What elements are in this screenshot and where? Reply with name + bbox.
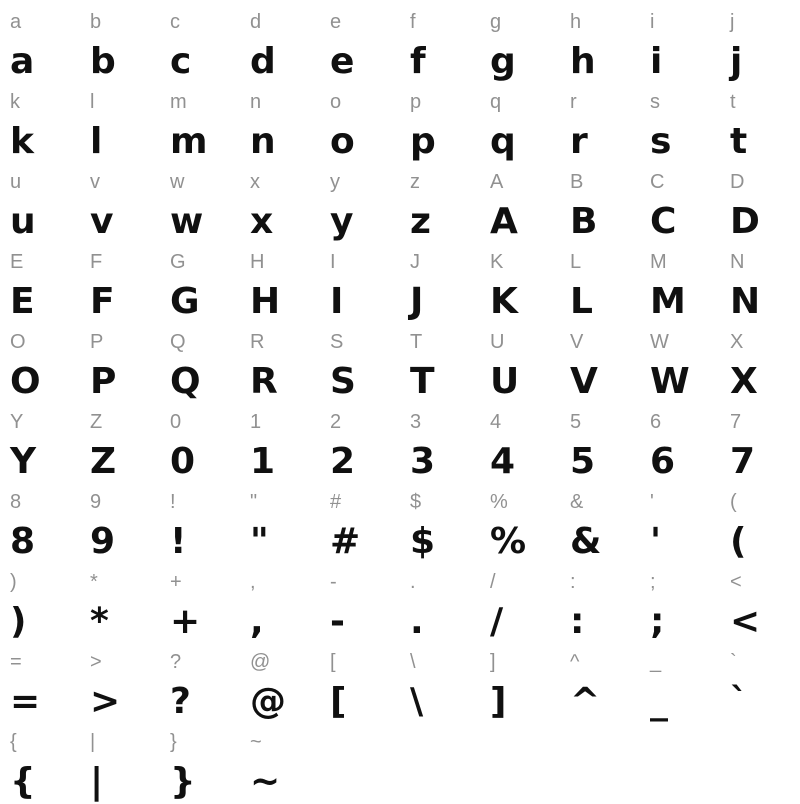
character-glyph: U [490, 361, 519, 402]
character-cell [80, 640, 160, 720]
character-row [0, 160, 800, 240]
character-label: o [330, 91, 342, 113]
character-label: " [250, 491, 258, 513]
character-cell [720, 240, 800, 320]
character-row [0, 400, 800, 480]
character-label: x [250, 171, 260, 193]
character-label: 8 [10, 491, 22, 513]
character-cell [320, 320, 400, 400]
character-cell [560, 320, 640, 400]
character-cell [160, 80, 240, 160]
character-glyph: , [250, 601, 264, 642]
character-label: W [650, 331, 669, 353]
character-glyph: ) [10, 601, 26, 642]
character-row [0, 320, 800, 400]
character-cell [640, 240, 720, 320]
character-label: f [410, 11, 416, 33]
character-glyph: 1 [250, 441, 275, 482]
character-glyph: ( [730, 521, 746, 562]
character-cell [160, 0, 240, 80]
character-label: s [650, 91, 660, 113]
character-cell [0, 320, 80, 400]
character-label: / [490, 571, 496, 593]
character-cell [240, 160, 320, 240]
character-label: , [250, 571, 256, 593]
character-glyph: G [170, 281, 200, 322]
character-glyph: ! [170, 521, 186, 562]
character-cell [560, 0, 640, 80]
character-glyph: V [570, 361, 598, 402]
character-cell [640, 80, 720, 160]
character-label: R [250, 331, 265, 353]
character-glyph: # [330, 521, 360, 562]
character-label: k [10, 91, 20, 113]
character-glyph: R [250, 361, 278, 402]
character-row [0, 640, 800, 720]
character-glyph: * [90, 601, 109, 642]
character-label: U [490, 331, 505, 353]
character-label: j [730, 11, 735, 33]
character-label: z [410, 171, 420, 193]
character-cell [720, 160, 800, 240]
character-label: < [730, 571, 742, 593]
character-cell [400, 0, 480, 80]
character-label: P [90, 331, 104, 353]
character-cell [240, 320, 320, 400]
character-row [0, 240, 800, 320]
character-cell [480, 240, 560, 320]
character-glyph: c [170, 41, 191, 82]
character-cell [240, 480, 320, 560]
character-cell [80, 560, 160, 640]
character-label: E [10, 251, 24, 273]
character-cell [240, 720, 320, 800]
character-label: } [170, 731, 177, 753]
character-label: O [10, 331, 26, 353]
character-label: t [730, 91, 736, 113]
character-glyph: | [90, 761, 103, 802]
character-label: \ [410, 651, 416, 673]
character-label: H [250, 251, 265, 273]
character-glyph: / [490, 601, 503, 642]
character-glyph: S [330, 361, 356, 402]
character-glyph: ^ [570, 681, 600, 722]
character-glyph: K [490, 281, 518, 322]
character-glyph: H [250, 281, 280, 322]
character-glyph: t [730, 121, 747, 162]
character-glyph: ~ [250, 761, 280, 802]
character-label: g [490, 11, 502, 33]
character-row [0, 0, 800, 80]
character-cell [240, 560, 320, 640]
character-label: D [730, 171, 745, 193]
character-glyph: a [10, 41, 34, 82]
character-cell [80, 720, 160, 800]
character-cell [640, 560, 720, 640]
character-label: C [650, 171, 665, 193]
character-glyph: % [490, 521, 526, 562]
character-glyph: n [250, 121, 276, 162]
character-label: % [490, 491, 508, 513]
character-cell [640, 160, 720, 240]
character-glyph: ' [650, 521, 661, 562]
character-label: a [10, 11, 22, 33]
character-cell [720, 0, 800, 80]
character-label: S [330, 331, 344, 353]
character-cell [480, 320, 560, 400]
character-label: $ [410, 491, 422, 513]
character-glyph: - [330, 601, 345, 642]
character-cell [400, 320, 480, 400]
character-label: ( [730, 491, 737, 513]
character-label: 4 [490, 411, 502, 433]
character-cell [320, 240, 400, 320]
character-glyph: k [10, 121, 34, 162]
character-cell [400, 80, 480, 160]
character-glyph: g [490, 41, 516, 82]
character-label: Z [90, 411, 103, 433]
character-cell [80, 480, 160, 560]
character-label: Q [170, 331, 186, 353]
character-cell [0, 80, 80, 160]
character-label: h [570, 11, 582, 33]
character-glyph: . [410, 601, 424, 642]
character-glyph: y [330, 201, 353, 242]
character-label: 0 [170, 411, 182, 433]
character-cell [80, 160, 160, 240]
character-glyph: ] [490, 681, 506, 722]
character-label: | [90, 731, 96, 753]
character-cell [720, 320, 800, 400]
character-glyph: B [570, 201, 597, 242]
character-row [0, 720, 800, 800]
character-label: # [330, 491, 342, 513]
character-label: : [570, 571, 576, 593]
character-glyph: z [410, 201, 431, 242]
character-glyph: ; [650, 601, 664, 642]
character-cell [720, 560, 800, 640]
character-cell [640, 320, 720, 400]
character-glyph: j [730, 41, 742, 82]
character-cell [720, 400, 800, 480]
character-glyph: s [650, 121, 671, 162]
character-glyph: I [330, 281, 343, 322]
character-cell [0, 640, 80, 720]
character-cell [320, 560, 400, 640]
character-cell [240, 400, 320, 480]
character-glyph: q [490, 121, 516, 162]
character-glyph: < [730, 601, 760, 642]
character-cell [400, 400, 480, 480]
character-label: I [330, 251, 336, 273]
character-glyph: b [90, 41, 116, 82]
character-label: K [490, 251, 504, 273]
character-glyph: " [250, 521, 269, 562]
character-label: c [170, 11, 180, 33]
character-cell [720, 80, 800, 160]
character-label: * [90, 571, 98, 593]
character-glyph: d [250, 41, 276, 82]
character-glyph: O [10, 361, 41, 402]
character-cell [480, 400, 560, 480]
character-cell [160, 320, 240, 400]
character-cell [80, 240, 160, 320]
character-label: F [90, 251, 103, 273]
character-cell [400, 640, 480, 720]
character-label: M [650, 251, 667, 273]
character-cell [320, 80, 400, 160]
character-glyph: + [170, 601, 200, 642]
character-glyph: _ [650, 681, 668, 722]
character-glyph: r [570, 121, 588, 162]
character-cell [0, 400, 80, 480]
character-cell [560, 640, 640, 720]
character-cell [480, 640, 560, 720]
character-glyph: i [650, 41, 662, 82]
character-glyph: h [570, 41, 596, 82]
character-label: V [570, 331, 584, 353]
character-glyph: ` [730, 681, 748, 722]
character-cell [320, 0, 400, 80]
character-row [0, 560, 800, 640]
character-row [0, 480, 800, 560]
character-cell [320, 400, 400, 480]
character-cell [720, 480, 800, 560]
character-label: e [330, 11, 342, 33]
character-cell [560, 160, 640, 240]
character-glyph: 3 [410, 441, 435, 482]
character-cell [0, 240, 80, 320]
character-label: b [90, 11, 102, 33]
character-cell [240, 0, 320, 80]
character-cell [80, 400, 160, 480]
character-cell [0, 560, 80, 640]
character-cell [720, 640, 800, 720]
character-label: L [570, 251, 582, 273]
character-cell [160, 560, 240, 640]
character-glyph: } [170, 761, 196, 802]
character-label: 2 [330, 411, 342, 433]
character-cell [560, 400, 640, 480]
character-label: ` [730, 651, 737, 673]
character-cell [0, 720, 80, 800]
character-label: Y [10, 411, 24, 433]
character-cell [560, 560, 640, 640]
character-glyph: \ [410, 681, 423, 722]
character-cell [560, 240, 640, 320]
character-glyph: 5 [570, 441, 595, 482]
character-label: m [170, 91, 187, 113]
character-cell [480, 160, 560, 240]
character-label: u [10, 171, 22, 193]
character-cell [160, 240, 240, 320]
character-glyph: X [730, 361, 758, 402]
character-label: 3 [410, 411, 422, 433]
character-label: d [250, 11, 262, 33]
character-glyph: 9 [90, 521, 115, 562]
character-glyph: { [10, 761, 36, 802]
character-glyph: l [90, 121, 102, 162]
character-glyph: L [570, 281, 593, 322]
character-label: l [90, 91, 95, 113]
character-glyph: C [650, 201, 676, 242]
character-label: [ [330, 651, 336, 673]
character-glyph: e [330, 41, 354, 82]
character-glyph: w [170, 201, 203, 242]
character-glyph: E [10, 281, 35, 322]
character-label: n [250, 91, 262, 113]
character-label: p [410, 91, 422, 113]
character-glyph: P [90, 361, 116, 402]
character-label: 1 [250, 411, 262, 433]
character-label: y [330, 171, 340, 193]
character-glyph: o [330, 121, 355, 162]
character-label: 9 [90, 491, 102, 513]
character-glyph: D [730, 201, 760, 242]
character-label: - [330, 571, 337, 593]
character-label: ) [10, 571, 17, 593]
character-cell [400, 160, 480, 240]
character-cell [160, 400, 240, 480]
character-label: q [490, 91, 502, 113]
character-label: = [10, 651, 22, 673]
character-cell [480, 560, 560, 640]
character-label: ; [650, 571, 656, 593]
character-cell [560, 480, 640, 560]
character-glyph: ? [170, 681, 191, 722]
character-cell [560, 80, 640, 160]
character-glyph: 7 [730, 441, 755, 482]
character-cell [160, 160, 240, 240]
character-glyph: F [90, 281, 115, 322]
character-cell [240, 240, 320, 320]
character-label: A [490, 171, 504, 193]
character-cell [160, 720, 240, 800]
character-glyph: m [170, 121, 208, 162]
character-glyph: & [570, 521, 601, 562]
character-cell [80, 320, 160, 400]
character-label: ' [650, 491, 654, 513]
character-label: . [410, 571, 416, 593]
character-label: i [650, 11, 655, 33]
character-glyph: 2 [330, 441, 355, 482]
character-cell [80, 80, 160, 160]
character-label: { [10, 731, 17, 753]
character-glyph: W [650, 361, 690, 402]
character-label: ] [490, 651, 496, 673]
character-label: ^ [570, 651, 580, 673]
character-label: X [730, 331, 744, 353]
character-cell [0, 480, 80, 560]
character-glyph: > [90, 681, 120, 722]
character-label: 7 [730, 411, 742, 433]
character-label: ! [170, 491, 176, 513]
character-cell [640, 0, 720, 80]
character-row [0, 80, 800, 160]
character-glyph: $ [410, 521, 435, 562]
character-cell [240, 640, 320, 720]
character-label: 6 [650, 411, 662, 433]
character-label: + [170, 571, 182, 593]
character-glyph: Z [90, 441, 116, 482]
character-glyph: @ [250, 681, 286, 722]
character-glyph: x [250, 201, 273, 242]
character-cell [480, 0, 560, 80]
character-label: & [570, 491, 584, 513]
character-label: B [570, 171, 584, 193]
character-glyph: 8 [10, 521, 35, 562]
character-glyph: : [570, 601, 584, 642]
character-glyph: Q [170, 361, 201, 402]
character-glyph: v [90, 201, 113, 242]
character-cell [480, 480, 560, 560]
character-glyph: 0 [170, 441, 195, 482]
character-glyph: A [490, 201, 518, 242]
character-cell [0, 160, 80, 240]
character-cell [640, 640, 720, 720]
character-cell [240, 80, 320, 160]
character-cell [400, 240, 480, 320]
character-cell [320, 160, 400, 240]
character-label: v [90, 171, 100, 193]
character-cell [400, 560, 480, 640]
character-glyph: 6 [650, 441, 675, 482]
character-glyph: M [650, 281, 686, 322]
character-cell [480, 80, 560, 160]
character-label: ? [170, 651, 182, 673]
character-label: N [730, 251, 745, 273]
character-label: 5 [570, 411, 582, 433]
character-label: > [90, 651, 102, 673]
character-cell [0, 0, 80, 80]
character-glyph: Y [10, 441, 36, 482]
character-label: T [410, 331, 423, 353]
character-cell [400, 480, 480, 560]
character-cell [80, 0, 160, 80]
character-glyph: 4 [490, 441, 515, 482]
character-glyph: u [10, 201, 36, 242]
character-cell [160, 640, 240, 720]
character-cell [320, 640, 400, 720]
character-cell [640, 400, 720, 480]
character-glyph: T [410, 361, 435, 402]
character-glyph: [ [330, 681, 346, 722]
character-cell [320, 480, 400, 560]
character-label: _ [650, 651, 662, 673]
character-label: J [410, 251, 420, 273]
character-cell [640, 480, 720, 560]
character-label: G [170, 251, 186, 273]
character-cell [160, 480, 240, 560]
character-glyph: = [10, 681, 40, 722]
character-glyph: J [410, 281, 423, 322]
character-glyph: N [730, 281, 760, 322]
character-glyph: f [410, 41, 426, 82]
character-label: r [570, 91, 577, 113]
character-glyph: p [410, 121, 436, 162]
character-label: ~ [250, 731, 262, 753]
character-label: w [170, 171, 185, 193]
character-label: @ [250, 651, 271, 673]
